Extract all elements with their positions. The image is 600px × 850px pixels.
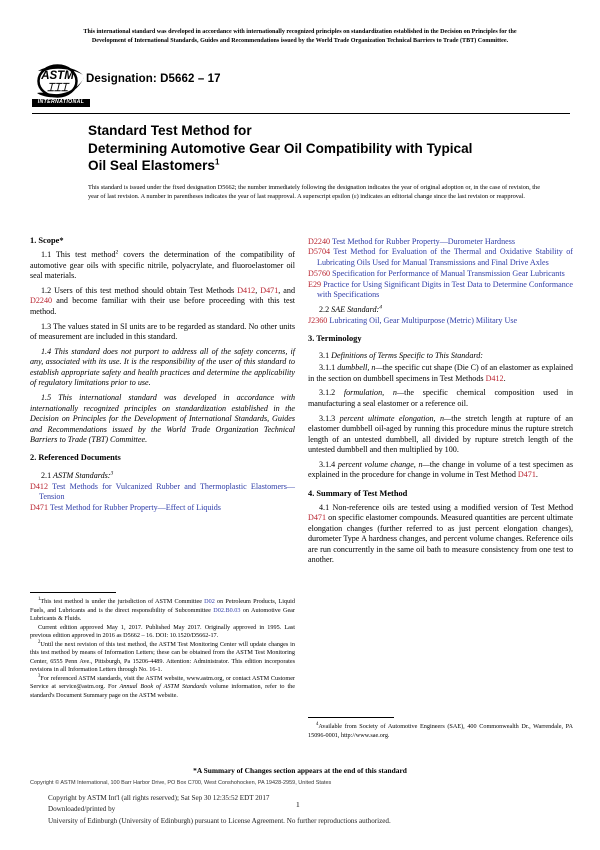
footnote-divider-right [308, 717, 394, 718]
tbt-banner-line1: This international standard was developed in accordance with internationally recognized principles on standardization established in the Decision on Principles for the [83, 29, 517, 35]
reference-designation[interactable]: E29 [308, 279, 322, 289]
reference-designation[interactable]: D412 [30, 481, 48, 491]
definition-text-b: . [503, 373, 506, 383]
footnotes-right [308, 723, 573, 740]
title-line-1: Standard Test Method for [88, 123, 252, 138]
reference-item-j2360[interactable] [308, 315, 573, 326]
paragraph-4-1 [308, 502, 573, 566]
reference-title[interactable]: Test Methods for Vulcanized Rubber and Thermoplastic Elastomers—Tension [39, 481, 295, 501]
reference-title[interactable]: Test Method for Evaluation of the Thermal and Oxidative Stability of Lubricating Oils Used for Manual Transmissions and Final Drive Axles [317, 247, 573, 267]
footnote-text: on Petroleum Products, Liquid Fuels, and Lubricants and is the direct responsibility of Subcommittee [30, 598, 295, 614]
reference-link-d412[interactable]: D412 [237, 285, 256, 295]
svg-text:⌶⌶⌶: ⌶⌶⌶ [47, 82, 68, 94]
definition-text-b: . [535, 470, 538, 480]
subhead-text: ASTM Standards: [53, 470, 111, 480]
para-text-a: Non-reference oils are tested using a modified version of Test Method [332, 502, 573, 512]
reference-link-d2240[interactable]: D2240 [30, 296, 53, 306]
title-line-3: Oil Seal Elastomers [88, 158, 215, 174]
para-text-b: and become familiar with their use before proceeding with this test method. [30, 296, 295, 316]
footnote-1 [30, 598, 295, 624]
title-line-2: Determining Automotive Gear Oil Compatibility with Typical [88, 140, 473, 156]
definition-3-1-1 [308, 362, 573, 384]
definition-text: the stretch length at rupture of an elastomer dumbbell oil-aged by running this procedure minus the rupture stretch length of an untested dumbbell, all divided by rupture stretch length of the untested dumbbell and then multiplied by 100. [308, 413, 573, 455]
para-number: 3.1.2 [319, 388, 336, 398]
reference-designation[interactable]: D2240 [308, 236, 331, 246]
document-header [32, 64, 572, 112]
footnote-ref-2: 2 [115, 249, 119, 256]
para-number: 4.1 [319, 502, 330, 512]
paragraph-1-5 [30, 389, 295, 446]
para-text: 1.4 This standard does not purport to address all of the safety concerns, if any, associated with its use. It is the responsibility of the user of this standard to establish appropriate safety and health practices and determine the applicability of regulatory limitations prior to use. [30, 346, 295, 388]
footnote-ref-3: 3 [110, 469, 114, 476]
committee-link[interactable]: D02 [204, 598, 215, 605]
subheading-sae-standard [308, 301, 573, 316]
issue-note: This standard is issued under the fixed designation D5662; the number immediately following the designation indicates the year of original adoption or, in the case of revision, the year of last revision. A number in parentheses indicates the year of last reapproval. A superscript epsilon (ε) indicates an editorial change since the last revision or reapproval. [88, 184, 540, 201]
reference-item-d2240[interactable] [308, 236, 573, 247]
footnote-marker: 4 [316, 721, 319, 727]
page-title [88, 122, 568, 175]
footnote-text: Until the next revision of this test method, the ASTM Test Monitoring Center will update changes in this test method by means of Information Letters; these can be obtained from the ASTM Test Monitoring Center, 6555 Penn Ave., Pittsburgh, Pa 15206-4489. Attention: Administrator. This edition incorporates revisions in all Information Letters through No. 16-1. [30, 640, 295, 673]
term: percent volume change, n— [337, 459, 430, 469]
download-line-3: University of Edinburgh (University of Edinburgh) pursuant to License Agreement. No further reproductions authorized. [48, 816, 391, 825]
page-number: 1 [296, 800, 300, 809]
reference-item-d412[interactable] [30, 481, 295, 502]
footnote-edition-info: Current edition approved May 1, 2017. Published May 2017. Originally approved in 1995. Last previous edition approved in 2016 as D5662 – 16. DOI: 10.1520/D5662-17. [30, 623, 295, 639]
definition-3-1-3 [308, 409, 573, 455]
section-heading-terminology: 3. Terminology [308, 334, 362, 344]
reference-designation[interactable]: D5760 [308, 268, 331, 278]
astm-logo [32, 64, 90, 110]
svg-text:ASTM: ASTM [41, 70, 74, 82]
column-left [30, 236, 295, 513]
reference-link-d471[interactable]: D471 [308, 513, 326, 523]
download-line-1: Copyright by ASTM Int'l (all rights reserved); Sat Sep 30 12:35:52 EDT 2017 [48, 794, 270, 802]
footnote-italic-title: Annual Book of ASTM Standards [119, 683, 207, 690]
subheading-astm-standards [30, 466, 295, 481]
reference-title[interactable]: Lubricating Oil, Gear Multipurpose (Metric) Military Use [329, 315, 518, 325]
para-text-a: Users of this test method should obtain Test Methods [54, 285, 235, 295]
reference-link-d471[interactable]: D471 [517, 470, 536, 480]
reference-item-d5704[interactable] [308, 247, 573, 268]
reference-designation[interactable]: J2360 [308, 315, 328, 325]
subcommittee-link[interactable]: D02.B0.03 [213, 606, 241, 614]
term: percent ultimate elongation, n— [339, 413, 452, 423]
astm-logo-international-label: INTERNATIONAL [32, 99, 90, 107]
summary-of-changes-note: *A Summary of Changes section appears at the end of this standard [193, 766, 407, 775]
subhead-number: 3.1 [319, 351, 330, 361]
title-footnote-marker: 1 [214, 157, 220, 167]
paragraph-1-4 [30, 343, 295, 389]
footnote-text: This test method is under the jurisdiction of ASTM Committee [40, 598, 205, 605]
reference-link-d412[interactable]: D412 [485, 373, 504, 383]
subhead-number: 2.1 [41, 470, 52, 480]
reference-designation[interactable]: D471 [30, 502, 48, 512]
footnote-marker: 2 [38, 639, 41, 645]
footnote-2 [30, 641, 295, 675]
column-right [308, 236, 573, 566]
footnote-text: For referenced ASTM standards, visit the ASTM website, www.astm.org, or contact ASTM Customer Service at service@astm.org. For [30, 674, 295, 690]
para-text-b: on specific elastomer compounds. Measured quantities are percent ultimate elongation changes (further referred to as just percent elongation changes), durometer Type A hardness changes, and percent volume changes. Reference oils are run concurrently in the same oil bath to measure consistency from one test to another. [308, 513, 573, 565]
reference-designation[interactable]: D5704 [308, 247, 331, 257]
para-number: 3.1.4 [319, 459, 336, 469]
paragraph-1-1 [30, 249, 295, 282]
reference-item-d5760[interactable] [308, 268, 573, 279]
tbt-banner [30, 28, 570, 46]
section-heading-referenced-documents: 2. Referenced Documents [30, 453, 121, 463]
tbt-banner-line2: Development of International Standards, Guides and Recommendations issued by the World Trade Organization Technical Barriers to Trade (TBT) Committee. [91, 38, 509, 45]
subheading-definitions [308, 347, 573, 362]
footnote-text: Available from Society of Automotive Engineers (SAE), 400 Commonwealth Dr., Warrendale, PA 15096-0001, http://www.sae.org. [308, 723, 573, 739]
reference-link-d471[interactable]: D471 [260, 285, 279, 295]
reference-title[interactable]: Specification for Performance of Manual Transmission Gear Lubricants [332, 268, 565, 278]
definition-text: the specific chemical composition used in manufacturing a seal elastomer or a reference oil. [308, 388, 574, 408]
copyright-line: Copyright © ASTM International, 100 Barr Harbor Drive, PO Box C700, West Conshohocken, PA 19428-2959, United States [30, 780, 332, 786]
reference-item-e29[interactable] [308, 279, 573, 300]
para-number: 3.1.1 [319, 363, 336, 373]
definition-text-a: the specific cut shape (Die C) of an elastomer as explained in the section on dumbbell specimens in Test Methods [308, 363, 573, 383]
term: formulation, n— [343, 388, 405, 398]
designation-label: Designation: D5662 – 17 [86, 73, 221, 85]
section-heading-summary: 4. Summary of Test Method [308, 488, 408, 498]
subhead-text: Definitions of Terms Specific to This Standard: [331, 351, 483, 361]
footnote-marker: 3 [38, 673, 41, 679]
definition-3-1-4 [308, 456, 573, 481]
header-divider [32, 113, 570, 114]
para-number: 3.1.3 [319, 413, 336, 423]
definition-text-a: the change in volume of a test specimen as explained in the procedure for change in volume in Test Method [308, 459, 573, 480]
download-line-2: Downloaded/printed by [48, 805, 116, 814]
reference-item-d471[interactable] [30, 502, 295, 513]
section-heading-scope: 1. Scope* [30, 236, 64, 245]
para-text: 1.5 This international standard was developed in accordance with internationally recognized principles on standardization established in the Decision on Principles for the Development of International Standards, Guides and Recommendations issued by the World Trade Organization Technical Barriers to Trade (TBT) Committee. [30, 393, 295, 444]
footnote-marker: 1 [38, 596, 41, 602]
definition-3-1-2 [308, 384, 573, 409]
footnote-divider-left [30, 592, 116, 593]
reference-title[interactable]: Test Method for Rubber Property—Durometer Hardness [331, 236, 516, 246]
reference-title[interactable]: Test Method for Rubber Property—Effect of Liquids [49, 502, 221, 512]
reference-title[interactable]: Practice for Using Significant Digits in Test Data to Determine Conformance with Specifications [317, 279, 573, 300]
footnote-4 [308, 723, 573, 740]
footnote-text: volume information, refer to the standard's Document Summary page on the ASTM website. [30, 683, 296, 699]
paragraph-1-2: 1.2 Users of this test method should obtain Test Methods D412, D471, and D2240 and become familiar with their use before proceeding with this test method. [30, 285, 295, 316]
subhead-text: SAE Standard: [331, 304, 380, 314]
download-info [48, 793, 568, 827]
footnote-text: on Automotive Gear Lubricants & Fluids. [30, 606, 295, 622]
subhead-number: 2.2 [319, 304, 330, 314]
footnote-3 [30, 675, 295, 701]
astm-logo-mark [34, 64, 86, 99]
term: dumbbell, n— [337, 363, 383, 373]
paragraph-1-3: 1.3 The values stated in SI units are to be regarded as standard. No other units of measurement are included in this standard. [30, 321, 295, 342]
para-number: 1.1 [41, 250, 52, 260]
para-text-a: This test method [55, 250, 116, 260]
footnotes-left [30, 598, 295, 700]
para-number: 1.2 [41, 285, 52, 295]
footnote-ref-4: 4 [379, 304, 382, 311]
para-text-b: covers the determination of the compatibility of automotive gear oils with specific nitrile, polyacrylate, and fluoroelastomer oil seal materials. [30, 250, 295, 281]
